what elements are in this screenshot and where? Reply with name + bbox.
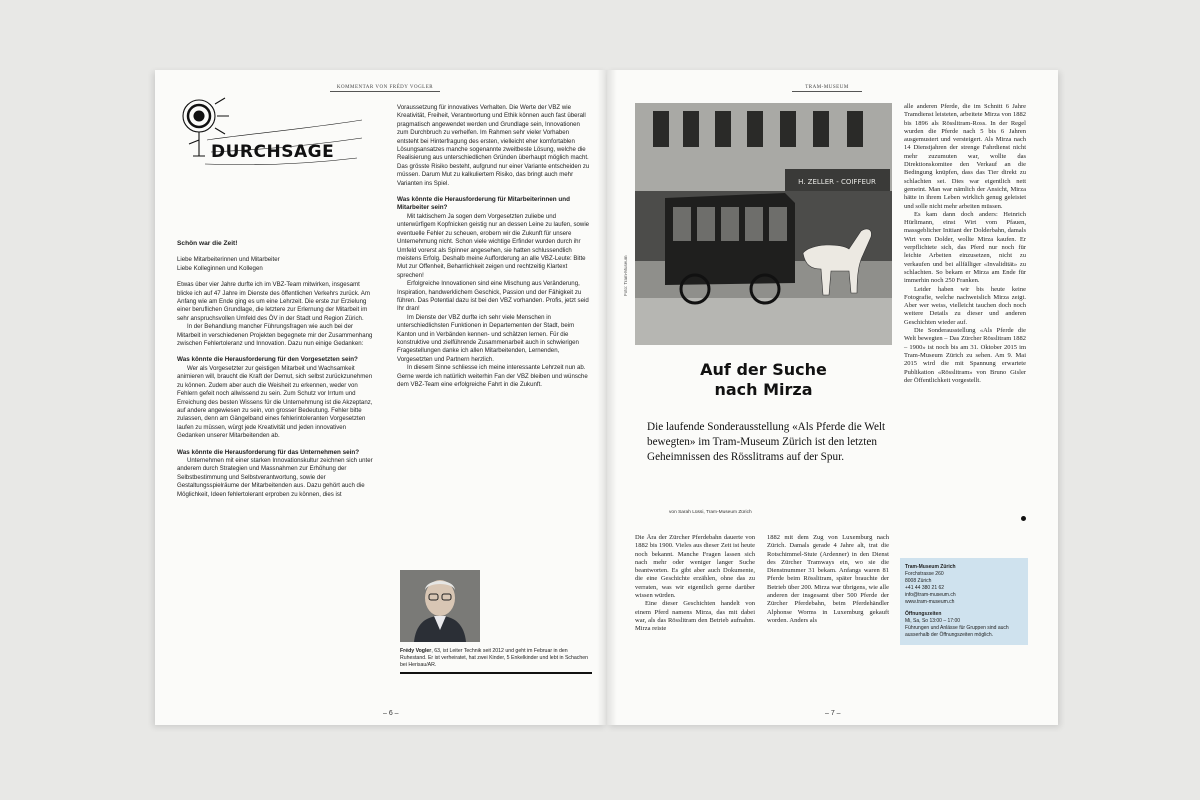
museum-web-link[interactable]: www.tram-museum.ch <box>905 599 955 605</box>
paragraph: Erfolgreiche Innovationen sind eine Mischung aus Veränderung, Inspiration, handwerklichem Geschick, Passion und der Fähigkeit zu führen. Das Potential dazu ist bei den VBZ vorhanden. Profis, jetzt seid Ihr dran! <box>397 280 589 313</box>
paragraph: Etwas über vier Jahre durfte ich im VBZ-Team mitwirken, insgesamt blicke ich auf 47 Jahre im Dienste des öffentlichen Verkehrs zurück. Am Anfang wie am Ende ging es um eine Lehrzeit. Die erste zur Erzielung einer beruflichen Grundlage, die letztere zur Erlernung der Mitarbeit im sehr anspruchsvollen Umfeld des ÖV in der Stadt und Region Zürich. <box>177 281 370 322</box>
paragraph: Wer als Vorgesetzter zur geistigen Mitarbeit und Wachsamkeit animieren will, braucht die Kraft der Demut, sich selbst zurückzunehmen zu können. Zudem aber auch die Weisheit zu erkennen, weder von Fehlern gefeit noch allwissend zu sein. Zum Schutz vor Irrtum und Erreichung des besten Wissens für die Unternehmung ist die Akzeptanz, auf andere angewiesen zu sein, von grosser Bedeutung. Fehler bitte zulassen, denn am Gängelband eines fehlerintoleranten Vorgesetzten laufen zu müssen, würgt jede Kreativität und jeden innovativen Gedanken unserer Mitarbeitenden ab. <box>177 364 373 440</box>
running-head-left: KOMMENTAR VON FRÉDY VOGLER <box>330 85 440 92</box>
article-title <box>635 360 892 400</box>
page-number-left: – 6 – <box>383 710 399 717</box>
left-page <box>155 70 607 725</box>
salutation-1: Liebe Mitarbeiterinnen und Mitarbeiter <box>177 256 280 264</box>
speaker-center <box>194 111 204 121</box>
historic-tram-photo <box>635 103 892 345</box>
author-caption <box>400 648 592 674</box>
paragraph: 1882 mit dem Zug von Luxemburg nach Zürich. Damals gerade 4 Jahre alt, trat die Rotschimmel-Stute (Ardenner) in den Dienst des Zürcher Tramways ein, wo sie die Dienstnummer 31 bekam. Anfangs waren 81 Pferde beim Rösslitram, später brauchte der Betrieb über 200. Mirza war übrigens, wie alle anderen der insgesamt über 500 Pferde der Zürcher Pferdebahn, beim Pferdehändler Alphonse Worms in Luxemburg gekauft worden. Anders als <box>767 534 889 624</box>
museum-name: Tram-Museum Zürich <box>905 564 956 570</box>
salutation-2: Liebe Kolleginnen und Kollegen <box>177 264 263 272</box>
running-head-right: TRAM-MUSEUM <box>792 85 862 92</box>
author-name: Frédy Vogler <box>400 648 432 654</box>
article-byline: von Sarah Lüssi, Tram-Museum Zürich <box>669 510 752 515</box>
paragraph: Voraussetzung für innovatives Verhalten. Die Werte der VBZ wie Kreativität, Freiheit, Verantwortung und Ethik können auch fast überall pragmatisch angewendet werden und Grundlage sein, Innovationen zum Durchbruch zu verhelfen. Im Rahmen sehr vieler Vorhaben entsteht bei Hinterfragung des ersten, vielleicht eher komfortablen Lösungsansatzes manche sogenannte zweitbeste Lösung, welche die Realisierung aus unterschiedlichen Gründen überhaupt möglich macht. Das grösste Risiko besteht, aufgrund nur einer Variante entscheiden zu müssen. Darum Mut zu kalkuliertem Risiko, das bringt auch mehr Varianten ins Spiel. <box>397 104 590 187</box>
right-side-column <box>904 103 1026 385</box>
paragraph: alle anderen Pferde, die im Schnitt 6 Jahre Tramdienst leisteten, arbeitete Mirza von 1882 bis 1896 als Rösslitram-Ross. In der Regel wurden die Pferde nach 5 bis 6 Jahren ausgemustert und versteigert. Als Mirza nach 14 Dienstjahren der strenge Fahrdienst nicht mehr zuzumuten war, wollte das Direktionskomitee den Verkauf an die Bedingung knüpfen, dass das Tier direkt zu schlachten sei. Dies war eigentlich nett gemeint. Man war nämlich der Ansicht, Mirza hätte in ihrem Leben wirklich genug geleistet und solle nicht mehr arbeiten müssen. <box>904 103 1026 210</box>
photo-drawing <box>635 103 892 345</box>
paragraph: Im Dienste der VBZ durfte ich sehr viele Menschen in unterschiedlichsten Funktionen in Departementen der Stadt, beim Kanton und in Verbänden kennen- und schätzen lernen. Für die konstruktive und zielführende Zusammenarbeit auch in schwierigen Fragestellungen danke ich allen Mitarbeitenden, Lernenden, Vorgesetzten und Partnern herzlich. <box>397 313 579 363</box>
left-column-2 <box>397 104 591 389</box>
opening-hours: Mi, Sa, So 13:00 – 17:00 <box>905 618 961 624</box>
column-title: DURCHSAGE <box>211 142 335 162</box>
sound-waves <box>215 98 229 134</box>
museum-info-box <box>900 558 1028 645</box>
photo-credit: Foto: Tram-Museum <box>623 255 628 296</box>
paragraph: Unternehmen mit einer starken Innovationskultur zeichnen sich unter anderem durch Strategien und Massnahmen zur Erhöhung der Selbstbestimmung und Selbstverantwortung, sowie der Gestaltungsspielräume der Mitarbeitenden aus. Dazu gehört auch die Möglichkeit, Ideen fehlertolerant erproben zu können, dies ist <box>177 456 373 498</box>
museum-phone: +41 44 380 21 62 <box>905 585 945 591</box>
end-mark-dot <box>1021 516 1026 521</box>
portrait-drawing <box>400 570 480 642</box>
subheading: Was könnte die Herausforderung für das Unternehmen sein? <box>177 448 360 456</box>
paragraph: Leider haben wir bis heute keine Fotografie, welche nachweislich Mirza zeigt. Aber wer weiss, vielleicht tauchen doch noch weitere Details zu dieser und anderen Geschichten wieder auf. <box>904 285 1026 326</box>
museum-email-link[interactable]: info@tram-museum.ch <box>905 592 956 598</box>
right-body-column-1 <box>635 534 755 634</box>
title-line-2: nach Mirza <box>714 380 813 399</box>
museum-city: 8008 Zürich <box>905 578 932 584</box>
paragraph: Die Sonderausstellung «Als Pferde die Welt bewegten – Das Zürcher Rösslitram 1882 – 1900» ist noch bis am 31. Oktober 2015 im Tram-Museum Zürich zu sehen. Am 9. Mai 2015 wird die mit Spannung erwartete Publikation «Rösslitram» von Bruno Gisler der Öffentlichkeit vorgestellt. <box>904 327 1026 384</box>
opening-hours-title: Öffnungszeiten <box>905 611 942 617</box>
cable-line-1 <box>207 120 362 140</box>
paragraph: Die Ära der Zürcher Pferdebahn dauerte von 1882 bis 1900. Vieles aus dieser Zeit ist heute noch bekannt. Manche Fragen lassen sich nach mehr oder weniger langer Suche beantworten. Es gibt aber auch Dokumente, die eine Geschichte erzählen, ohne das zu verraten, was wir eigentlich gerne darüber wissen würden. <box>635 534 755 600</box>
left-column-1 <box>177 240 375 499</box>
subheading: Was könnte die Herausforderung für den Vorgesetzten sein? <box>177 356 358 364</box>
subheading: Was könnte die Herausforderung für Mitarbeiterinnen und Mitarbeiter sein? <box>397 196 570 212</box>
article-heading: Schön war die Zeit! <box>177 240 238 247</box>
museum-street: Forchstrasse 260 <box>905 571 944 577</box>
paragraph: Es kam dann doch anders: Heinrich Hürlimann, einst Wirt vom Pfauen, massgeblicher Initiant der Dolderbahn, damals Wirt vom Dolder, wollte Mirza kaufen. Er verpflichtete sich, das Pferd nur noch für leichte Arbeiten einzusetzen, nicht zu verkaufen und bei allfälliger «Invalidität» zu schlachten. So bekam er Mirza am Ende für immerhin noch 250 Franken. <box>904 210 1026 285</box>
paragraph: In der Behandlung mancher Führungsfragen wie auch bei der Mitarbeit in verschiedenen Projekten begegnete mir der Zusammenhang zwischen Fehlertoleranz und Innovation. Dazu nun einige Gedanken: <box>177 323 373 348</box>
author-portrait <box>400 570 480 642</box>
paragraph: Mit taktischem Ja sogen dem Vorgesetzten zuliebe und unterwürfigem Kopfnicken geistig nur an dessen Leine zu laufen, sowie eventuelle Fehler zu scheuen, erobern wir die Zukunft für unsere Unternehmung nicht. Schon viele wichtige Erfinder wurden durch ihr Umfeld vorerst als Spinner angesehen, sie hatten schlussendlich meistens Erfolg. Deshalb meine Aufforderung an alle VBZ-Leute: Bitte Mut zur Offenheit, Beharrlichkeit zeigen und rechtzeitig Klartext sprechen! <box>397 212 590 279</box>
right-page <box>607 70 1058 725</box>
page-number-right: – 7 – <box>825 710 841 717</box>
speaker-mount <box>189 132 205 156</box>
title-line-1: Auf der Suche <box>700 360 827 379</box>
shop-sign-text: H. ZELLER - COIFFEUR <box>798 178 876 186</box>
article-lead: Die laufende Sonderausstellung «Als Pferde die Welt bewegten» im Tram-Museum Zürich ist den letzten Geheimnissen des Rösslitrams auf der Spur. <box>647 421 886 463</box>
loudspeaker-illustration <box>177 94 367 174</box>
right-body-column-2 <box>767 534 889 625</box>
author-bio: , 63, ist Leiter Technik seit 2012 und geht im Februar in den Ruhestand. Er ist verheiratet, hat zwei Kinder, 5 Enkelkinder und lebt in Schachen bei Herisau/AR. <box>400 648 589 668</box>
paragraph: In diesem Sinne schliesse ich meine interessante Lehrzeit nun ab. Gerne werde ich natürlich weiterhin Fan der VBZ bleiben und wünsche dem VBZ-Team eine erfolgreiche Fahrt in die Zukunft. <box>397 364 588 388</box>
paragraph: Eine dieser Geschichten handelt von einem Pferd namens Mirza, das mit dabei war, als das Rösslitram den Betrieb aufnahm. Mirza reiste <box>635 600 755 633</box>
group-tours-note: Führungen und Anlässe für Gruppen sind auch ausserhalb der Öffnungszeiten möglich. <box>905 625 1009 638</box>
page-gutter-shadow <box>597 70 617 725</box>
